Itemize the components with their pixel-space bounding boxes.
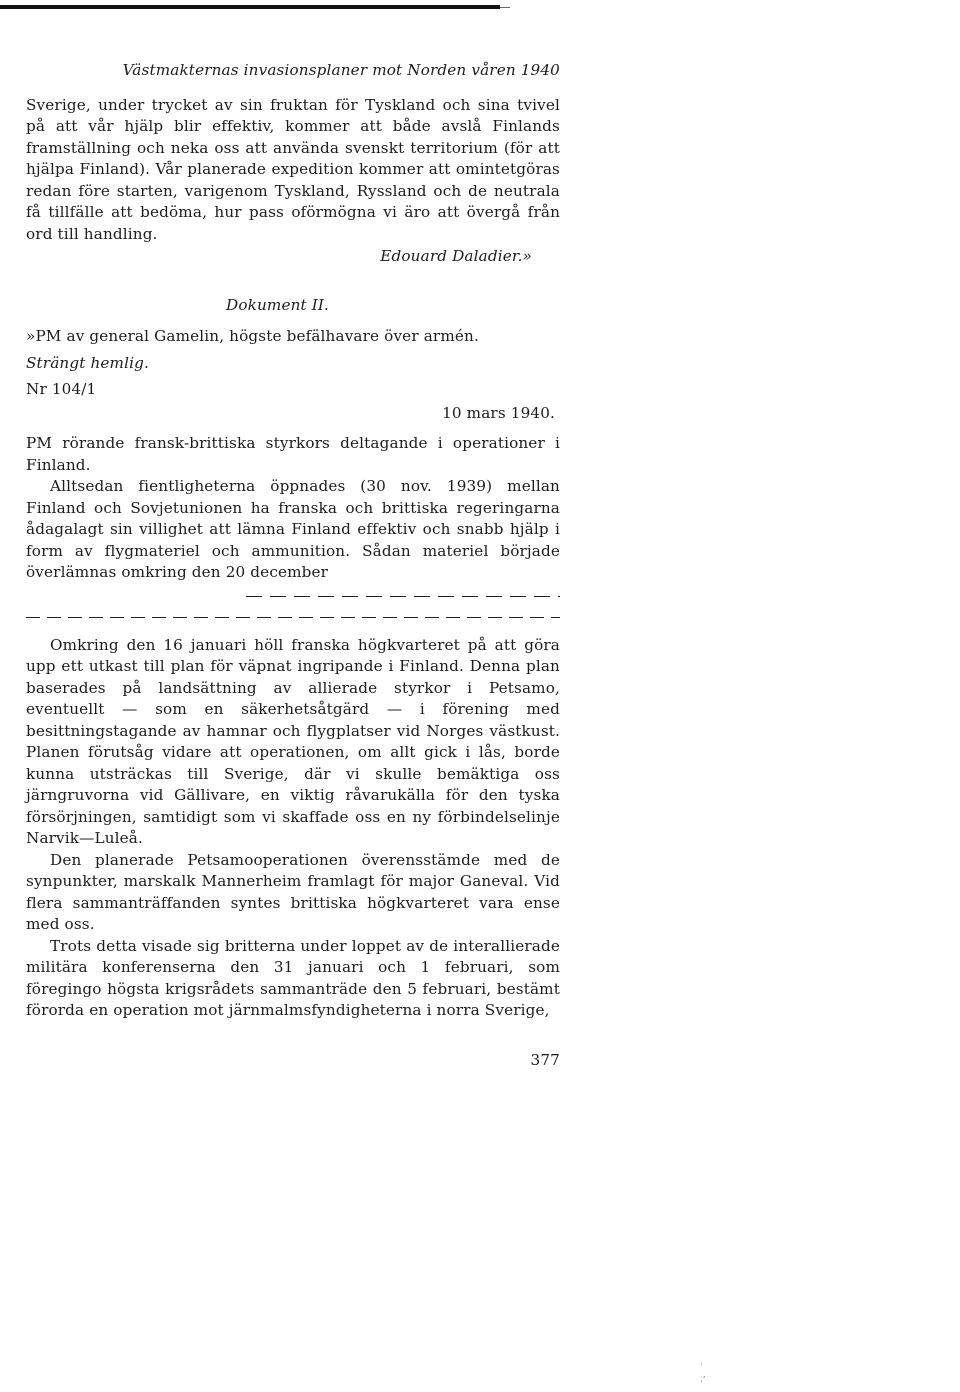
paragraph-2: Omkring den 16 januari höll franska högkvarteret på att göra upp ett utkast till plan för väpnat ingripande i Finland. Denna plan baserades på landsättning av allierade styrkor i Petsamo, eventuellt — som en säkerhetsåtgärd — i förening med besittningstagande av hamnar och flygplatser vid Norges västkust. Planen förutsåg vidare att operationen, om allt gick i lås, borde kunna utsträckas till Sverige, där vi skulle bemäktiga oss järngruvorna vid Gällivare, en viktig råvarukälla för den tyska försörjningen, samtidigt som vi skaffade oss en ny förbindelselinje Narvik—Luleå. xyxy=(26,635,560,847)
paragraph-4: Trots detta visade sig britterna under loppet av de interallierade militära konferenserna den 31 januari och 1 februari, som föregingo högsta krigsrådets sammanträde den 5 februari, bestämt förorda en operation mot järnmalmsfyndigheterna i norra Sverige, xyxy=(26,936,560,1019)
document-date: 10 mars 1940. xyxy=(442,403,555,422)
subject-line: PM rörande fransk-brittiska styrkors deltagande i operationer i Finland. xyxy=(26,434,560,474)
omission-dashes xyxy=(26,584,560,606)
document-heading: Dokument II. xyxy=(226,295,330,314)
page-body xyxy=(26,60,560,1071)
margin-specks: · , ' xyxy=(700,1360,706,1390)
paragraph-3: Den planerade Petsamooperationen överensstämde med de synpunkter, marskalk Mannerheim framlagt för major Ganeval. Vid flera sammanträffanden syntes brittiska högkvarteret vara ense med oss. xyxy=(26,850,560,933)
classification: Strängt hemlig. xyxy=(26,353,149,372)
page-number: 377 xyxy=(530,1050,560,1069)
paragraph-1: Alltsedan fientligheterna öppnades (30 nov. 1939) mellan Finland och Sovjetunionen ha franska och brittiska regeringarna ådagalagt sin villighet att lämna Finland effektiv och snabb hjälp i form av flygmateriel och ammunition. Sådan materiel började överlämnas omkring den 20 december xyxy=(26,477,560,581)
top-rule-tail xyxy=(500,7,510,8)
top-rule xyxy=(0,5,500,9)
signature: Edouard Daladier.» xyxy=(380,247,532,265)
pm-title: »PM av general Gamelin, högste befälhavare över armén. xyxy=(26,327,479,345)
omission-dashes-full xyxy=(26,605,560,627)
letter-closing-paragraph: Sverige, under trycket av sin fruktan för Tyskland och sina tvivel på att vår hjälp blir effektiv, kommer att både avslå Finlands framställning och neka oss att använda svenskt territorium (för att hjälpa Finland). Vår planerade expedition kommer att omintetgöras redan före starten, varigenom Tyskland, Ryssland och de neutrala få tillfälle att bedöma, hur pass oförmögna vi äro att övergå från ord till handling. xyxy=(26,95,560,243)
reference-number: Nr 104/1 xyxy=(26,380,97,398)
running-head: Västmakternas invasionsplaner mot Norden våren 1940 xyxy=(122,61,560,79)
